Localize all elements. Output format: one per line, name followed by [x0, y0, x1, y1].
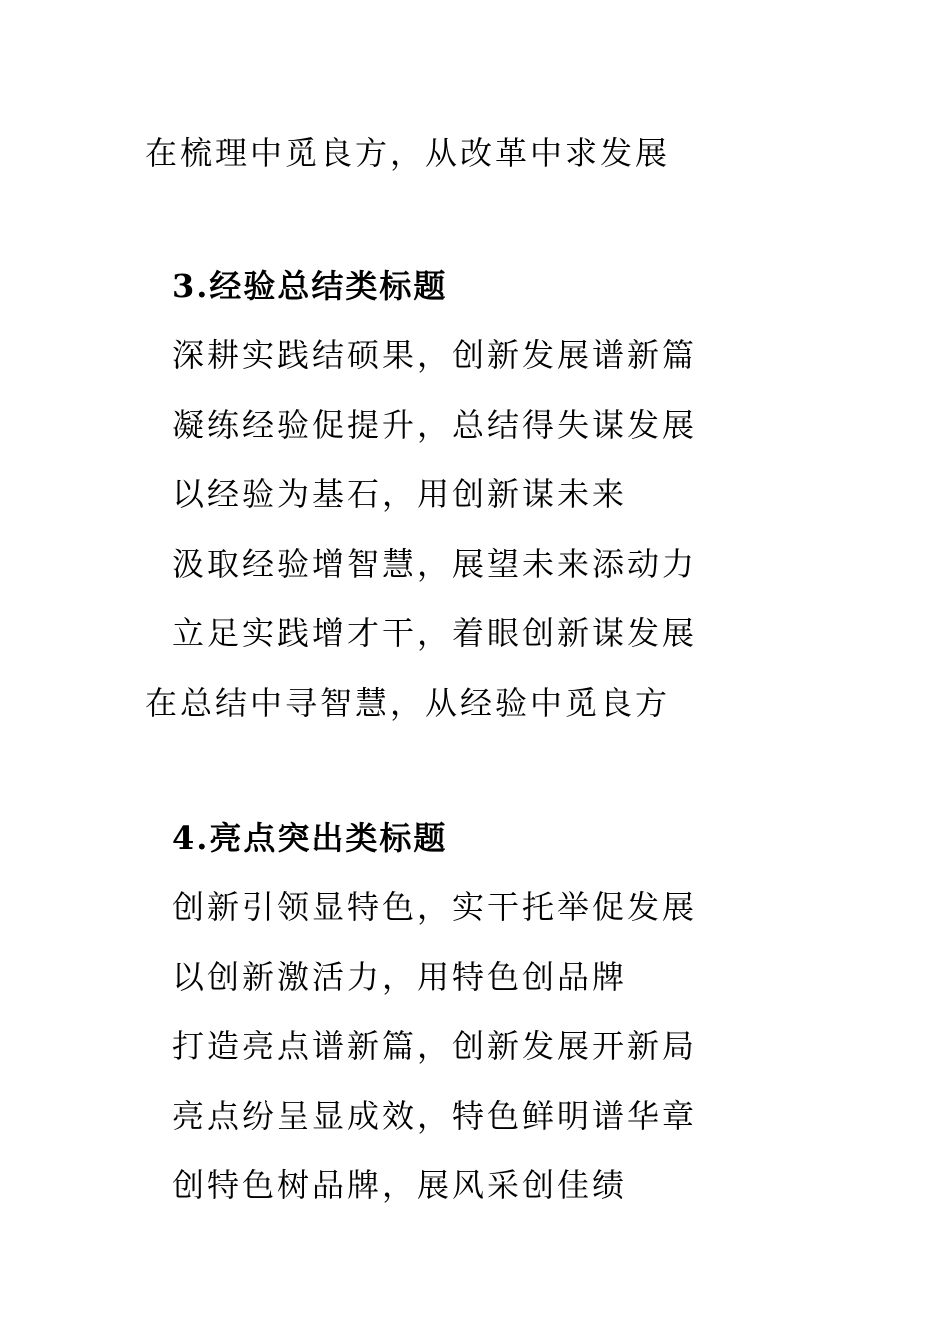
text-line: 创新引领显特色，实干托举促发展: [172, 888, 698, 926]
text-line: 以经验为基石，用创新谋未来: [172, 475, 628, 513]
text-line: 立足实践增才干，着眼创新谋发展: [172, 614, 698, 652]
text-line: 创特色树品牌，展风采创佳绩: [172, 1166, 628, 1204]
text-line: 凝练经验促提升，总结得失谋发展: [172, 406, 698, 444]
section-heading-3: 3.经验总结类标题: [172, 267, 448, 305]
section-heading-4: 4.亮点突出类标题: [172, 819, 448, 857]
text-line: 在总结中寻智慧，从经验中觅良方: [145, 684, 671, 722]
text-line: 以创新激活力，用特色创品牌: [172, 958, 628, 996]
text-line: 深耕实践结硕果，创新发展谱新篇: [172, 336, 698, 374]
text-line: 亮点纷呈显成效，特色鲜明谱华章: [172, 1097, 698, 1135]
text-line: 在梳理中觅良方，从改革中求发展: [145, 134, 671, 172]
text-line: 汲取经验增智慧，展望未来添动力: [172, 545, 698, 583]
text-line: 打造亮点谱新篇，创新发展开新局: [172, 1027, 698, 1065]
